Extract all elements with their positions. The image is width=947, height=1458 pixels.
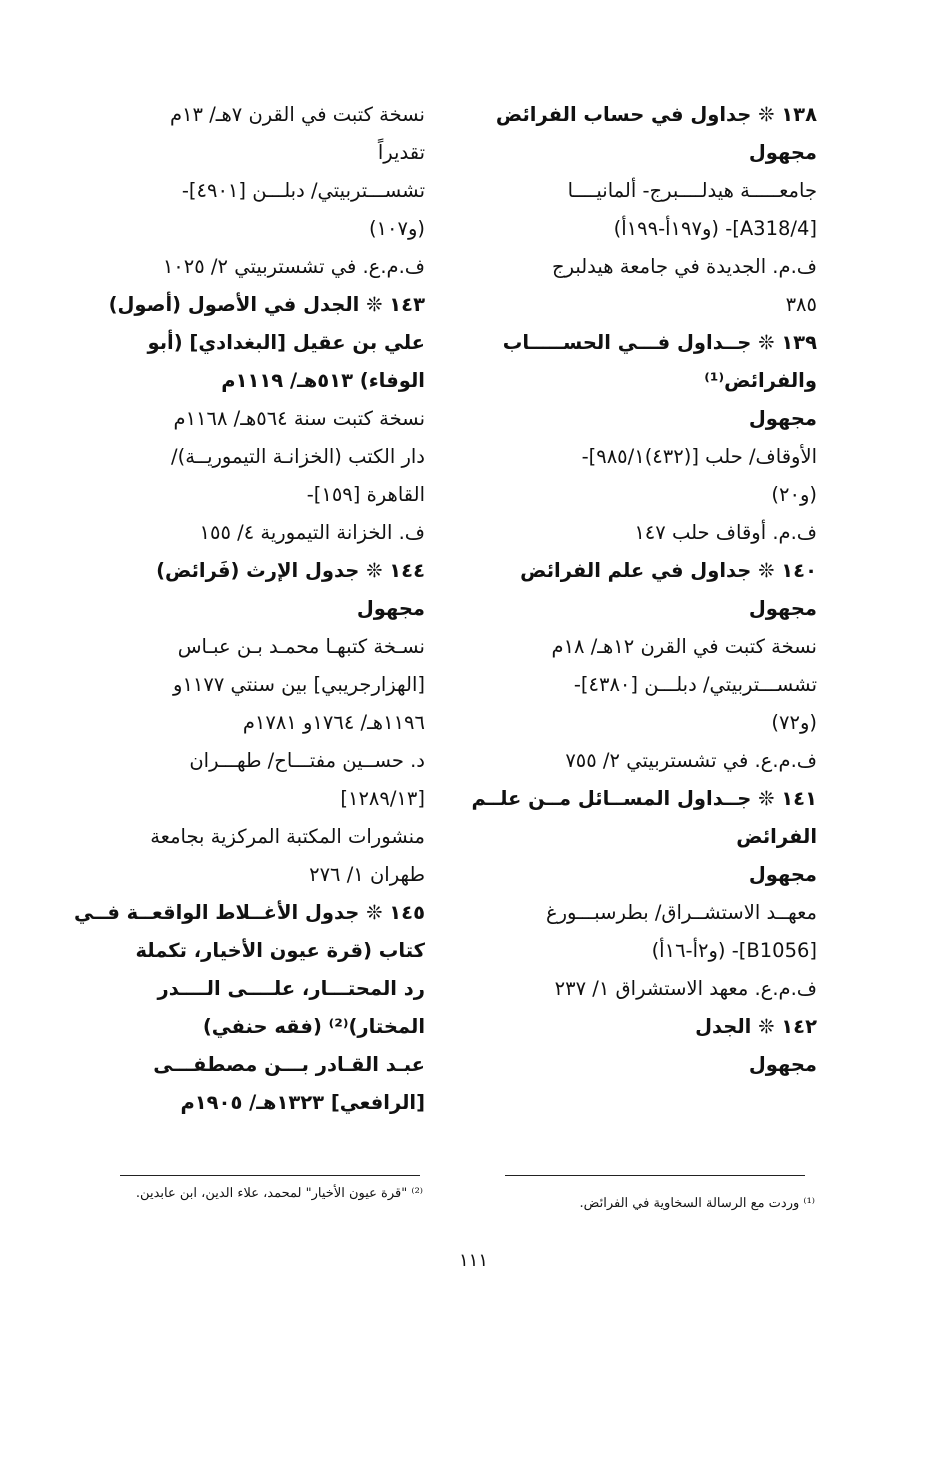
text-line: [A318/4]- (و١٩٧أ-١٩٩أ) — [613, 217, 817, 240]
heading-line: مجهول — [748, 141, 817, 164]
text-line: تشســـتربيتي/ دبلـــن [٤٣٨٠]- — [573, 673, 817, 696]
text-line: نسـخة كتبهـا محمـد بـن عبـاس — [177, 635, 425, 658]
heading-line: ١٤٣ ❊ الجدل في الأصول (أصول) — [108, 293, 425, 316]
text-line: دار الكتب (الخزانـة التيموريــة)/ — [171, 445, 425, 468]
text-line: ف. الخزانة التيمورية ٤/ ١٥٥ — [199, 521, 425, 544]
text-line: تشســـتربيتي/ دبلـــن [٤٩٠١]- — [181, 179, 425, 202]
heading-line: مجهول — [748, 863, 817, 886]
text-line: [B1056]- (و٢أ-١٦أ) — [651, 939, 817, 962]
heading-line: مجهول — [356, 597, 425, 620]
text-line: نسخة كتبت سنة ٥٦٤هـ/ ١١٦٨م — [173, 407, 425, 430]
text-line: نسخة كتبت في القرن ٧هـ/ ١٣م — [169, 103, 425, 126]
heading-line: والفرائض⁽¹⁾ — [704, 369, 817, 392]
footnote-rule-left — [120, 1175, 420, 1176]
heading-line: عبـد القـادر بـــن مصطفـــى — [153, 1053, 425, 1076]
text-line: [١٢٨٩/١٣] — [340, 787, 425, 810]
text-line: الأوقاف/ حلب [(٤٣٢)٩٨٥/١]- — [581, 445, 817, 468]
text-line: معهــد الاستشــراق/ بطرسبـــورغ — [545, 901, 817, 924]
heading-line: ١٤٤ ❊ جدول الإرث (فَرائض) — [156, 559, 425, 582]
heading-line: الفرائض — [736, 825, 817, 848]
heading-line: ١٤٢ ❊ الجدل — [695, 1015, 817, 1038]
left-column — [74, 96, 425, 1122]
heading-line: علي بن عقيل [البغدادي] (أبو — [147, 331, 425, 354]
text-line: جامعـــــة هيدلــــبرج- ألمانيــــا — [567, 179, 817, 202]
text-line: ف.م.ع. في تشستربيتي ٢/ ١٠٢٥ — [162, 255, 425, 278]
text-line: نسخة كتبت في القرن ١٢هـ/ ١٨م — [551, 635, 817, 658]
right-column — [457, 96, 817, 1084]
heading-line: ١٤٥ ❊ جدول الأغــلاط الواقعــة فــي — [74, 901, 425, 924]
text-line: تقديراً — [377, 141, 425, 164]
text-line: (و١٠٧) — [368, 217, 425, 240]
heading-line: ١٣٩ ❊ جــداول فـــي الحســـــاب — [502, 331, 817, 354]
text-line: ١١٩٦هـ/ ١٧٦٤و ١٧٨١م — [242, 711, 425, 734]
text-line: ف.م. أوقاف حلب ١٤٧ — [634, 521, 817, 544]
text-line: القاهرة [١٥٩]- — [306, 483, 425, 506]
heading-line: رد المحتـــار، علــــى الــــدر — [157, 977, 425, 1000]
text-line: ف.م.ع. معهد الاستشراق ١/ ٢٣٧ — [554, 977, 817, 1000]
text-line: طهران ١/ ٢٧٦ — [309, 863, 425, 886]
heading-line: ١٤١ ❊ جــداول المســائل مــن علــم — [471, 787, 817, 810]
footnote-right: ⁽¹⁾ وردت مع الرسالة السخاوية في الفرائض. — [579, 1196, 815, 1211]
heading-line: المختار)⁽²⁾ (فقه حنفي) — [202, 1015, 425, 1038]
text-line: ف.م.ع. في تشستربيتي ٢/ ٧٥٥ — [565, 749, 817, 772]
heading-line: مجهول — [748, 407, 817, 430]
footnote-left: ⁽²⁾ "قرة عيون الأخيار" لمحمد، علاء الدين، ابن عابدين. — [135, 1186, 423, 1201]
heading-line: [الرافعي] ١٣٢٣هـ/ ١٩٠٥م — [180, 1091, 425, 1114]
text-line: (و٢٠) — [771, 483, 817, 506]
heading-line: الوفاء) ٥١٣هـ/ ١١١٩م — [221, 369, 425, 392]
heading-line: ١٤٠ ❊ جداول في علم الفرائض — [520, 559, 817, 582]
text-line: (و٧٢) — [771, 711, 817, 734]
text-line: ف.م. الجديدة في جامعة هيدلبرج — [552, 255, 817, 278]
footnote-rule-right — [505, 1175, 805, 1176]
heading-line: مجهول — [748, 597, 817, 620]
page-number: ١١١ — [458, 1250, 488, 1271]
text-line: د. حســين مفتـــاح/ طهـــران — [189, 749, 425, 772]
text-line: منشورات المكتبة المركزية بجامعة — [150, 825, 425, 848]
text-line: ٣٨٥ — [785, 293, 817, 316]
heading-line: مجهول — [748, 1053, 817, 1076]
text-line: [الهزارجريبي] بين سنتي ١١٧٧و — [173, 673, 425, 696]
heading-line: ١٣٨ ❊ جداول في حساب الفرائض — [495, 103, 817, 126]
heading-line: كتاب (قرة عيون الأخيار، تكملة — [135, 939, 425, 962]
